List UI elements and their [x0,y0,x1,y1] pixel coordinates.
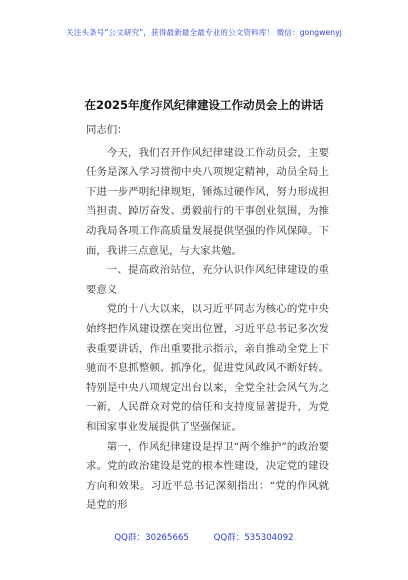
footer-qq-group-1: QQ群：30265665 [114,533,189,543]
body-paragraph: 今天，我们召开作风纪律建设工作动员会，主要任务是深入学习贯彻中央八项规定精神，动员全局上下进一步严明纪律规矩，锤炼过硬作风，努力形成担当担责、踔厉奋发、勇毅前行的干事创业氛围，为推动我局各项工作高质量发展提供坚强的作风保障。下面，我讲三点意见，与大家共勉。 [86,146,329,257]
header-promo-note: 关注头条号“公文研究”，获得最新最全最专业的公文资料库！ 微信：gongwenyj [66,28,342,37]
document-body [86,121,329,516]
body-paragraph: 第一，作风纪律建设是捍卫“两个维护”的政治要求。党的政治建设是党的根本性建设，决定党的建设方向和效果。习近平总书记深刻指出：“党的作风就是党的形 [86,440,329,512]
document-title: 在2025年度作风纪律建设工作动员会上的讲话 [84,98,324,112]
greeting: 同志们： [86,124,128,136]
footer-qq-group-2: QQ群：535304092 [213,533,294,543]
footer-contact [0,531,408,543]
body-paragraph: 党的十八大以来，以习近平同志为核心的党中央始终把作风建设摆在突出位置，习近平总书记多次发表重要讲话，作出重要批示指示，亲自推动全党上下驰而不息抓整顿、抓净化，促进党风政风不断好转。特别是中央八项规定出台以来，全党全社会风气为之一新，人民群众对党的信任和支持度显著提升，为党和国家事业发展提供了坚强保证。 [86,303,329,433]
section-heading: 一、提高政治站位，充分认识作风纪律建设的重要意义 [86,264,329,296]
